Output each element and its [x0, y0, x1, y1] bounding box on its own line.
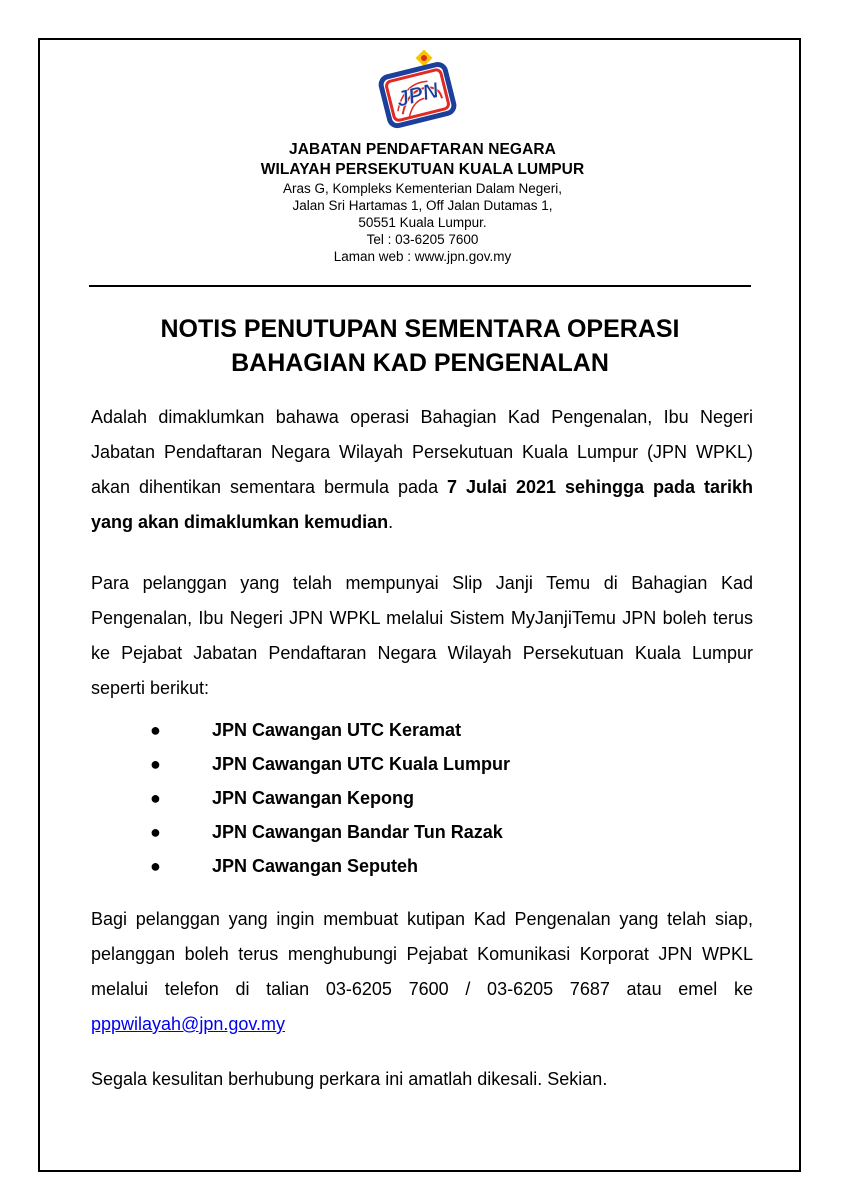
branch-name: JPN Cawangan UTC Kuala Lumpur — [212, 754, 511, 774]
notice-title-line1: NOTIS PENUTUPAN SEMENTARA OPERASI — [160, 315, 680, 343]
bullet-icon: ● — [150, 754, 161, 774]
branch-name: JPN Cawangan Bandar Tun Razak — [212, 822, 503, 842]
bullet-icon: ● — [150, 788, 161, 808]
paragraph-collection-contact — [91, 902, 753, 1042]
list-item — [150, 781, 510, 815]
bullet-icon: ● — [150, 856, 161, 876]
logo-text: JPN — [393, 77, 442, 112]
paragraph1-text: Adalah dimaklumkan bahawa operasi Bahagian Kad Pengenalan, Ibu Negeri Jabatan Pendaftaran Negara Wilayah Persekutuan Kuala Lumpur (JPN WPKL) akan dihentikan sementara bermula pada — [91, 407, 753, 497]
telephone-line: Tel : 03-6205 7600 — [366, 232, 479, 247]
org-name-line1: JABATAN PENDAFTARAN NEGARA — [289, 141, 556, 158]
branch-name: JPN Cawangan UTC Keramat — [212, 720, 462, 740]
paragraph-apology: Segala kesulitan berhubung perkara ini amatlah dikesali. Sekian. — [91, 1069, 608, 1089]
list-item — [150, 747, 510, 781]
org-name-line2: WILAYAH PERSEKUTUAN KUALA LUMPUR — [260, 161, 585, 178]
address-line-3: 50551 Kuala Lumpur. — [358, 215, 487, 230]
email-link[interactable]: pppwilayah@jpn.gov.my — [91, 1014, 286, 1034]
paragraph-appointment-info: Para pelanggan yang telah mempunyai Slip Janji Temu di Bahagian Kad Pengenalan, Ibu Negeri JPN WPKL melalui Sistem MyJanjiTemu JPN boleh terus ke Pejabat Jabatan Pendaftaran Negara Wilayah Persekutuan Kuala Lumpur seperti berikut: — [91, 573, 753, 698]
notice-title — [89, 312, 751, 380]
website-line: Laman web : www.jpn.gov.my — [333, 249, 512, 264]
branch-name: JPN Cawangan Kepong — [212, 788, 415, 808]
list-item — [150, 713, 510, 747]
notice-title-line2: BAHAGIAN KAD PENGENALAN — [231, 349, 609, 377]
header-divider — [89, 285, 751, 287]
bullet-icon: ● — [150, 720, 161, 740]
branch-list — [150, 713, 510, 883]
org-header — [150, 140, 695, 265]
paragraph-closure-notice — [91, 400, 753, 540]
paragraph1-end: . — [388, 512, 394, 532]
bullet-icon: ● — [150, 822, 161, 842]
list-item — [150, 815, 510, 849]
address-line-2: Jalan Sri Hartamas 1, Off Jalan Dutamas 1, — [292, 198, 553, 213]
branch-name: JPN Cawangan Seputeh — [212, 856, 419, 876]
list-item — [150, 849, 510, 883]
address-line-1: Aras G, Kompleks Kementerian Dalam Negeri, — [282, 181, 563, 196]
jpn-logo — [371, 50, 465, 136]
closure-date-bold: 7 Julai 2021 sehingga pada tarikh yang akan dimaklumkan kemudian — [91, 477, 753, 532]
paragraph3-text: Bagi pelanggan yang ingin membuat kutipan Kad Pengenalan yang telah siap, pelanggan boleh terus menghubungi Pejabat Komunikasi Korporat JPN WPKL melalui telefon di talian 03-6205 7600 / 03-6205 7687 atau emel ke — [91, 909, 753, 999]
